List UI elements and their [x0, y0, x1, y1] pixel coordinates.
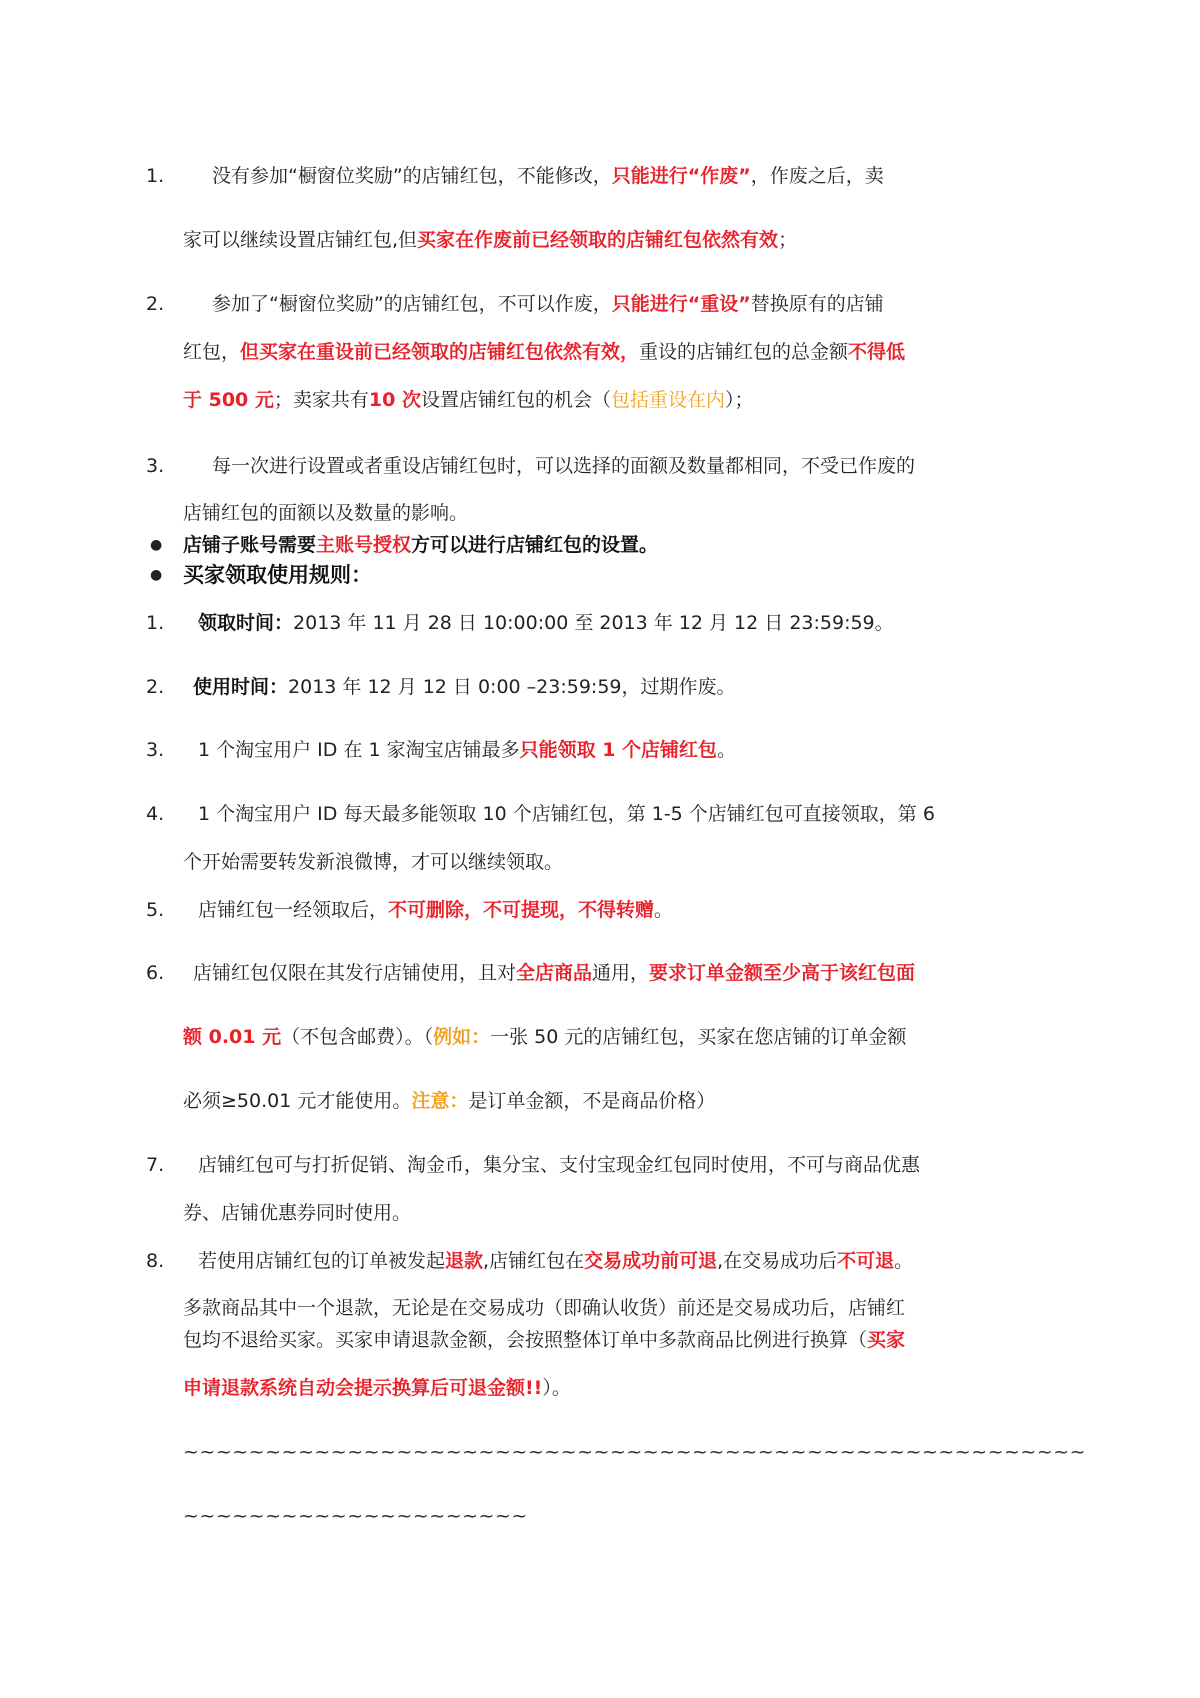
item-1-highlight: 只能进行“作废” — [611, 165, 751, 187]
item-2-number: 2. — [146, 293, 165, 315]
document-page: 1. 没有参加“橱窗位奖励”的店铺红包，不能修改，只能进行“作废”，作废之后，卖 家可以继续设置店铺红包,但买家在作废前已经领取的店铺红包依然有效； 2. 参加了“橱窗位奖励”的店铺红包，不可以作废，只能进行“重设”替换原有的店铺 红包，但买家在重设前已经领取的店铺红包依然有效，重设的店铺红包的总金额不得低 于 500 元；卖家共有10 次设置店铺红包的机会（包括重设在内）； 3. 每一次进行设置或者重设店铺红包时，可以选择的面额及数量都相同，不受已作废的 店铺红包的面额以及数量的影响。 ● 店铺子账号需要主账号授权方可以进行店铺红包的设置。 ● 买家领取使用规则： 1. 领取时间：2013 年 11 月 28 日 10:00:00 至 2013 年 12 月 12 日 23:59:59。 2. 使用时间：2013 年 12 月 12 日 0:00 –23:59:59，过期作废。 3. 1 个淘宝用户 ID 在 1 家淘宝店铺最多只能领取 1 个店铺红包。 4. 1 个淘宝用户 ID 每天最多能领取 10 个店铺红包，第 1-5 个店铺红包可直接领取，第 6 个开始需要转发新浪微博，才可以继续领取。 5. 店铺红包一经领取后，不可删除，不可提现，不得转赠。 6. 店铺红包仅限在其发行店铺使用，且对全店商品通用，要求订单金额至少高于该红包面 额 0.01 元（不包含邮费）。（例如：一张 50 元的店铺红包，买家在您店铺的订单金额 必须≥50.01 元才能使用。注意：是订单金额，不是商品价格） 7. 店铺红包可与打折促销、淘金币，集分宝、支付宝现金红包同时使用，不可与商品优惠 券、店铺优惠券同时使用。 8. 若使用店铺红包的订单被发起退款,店铺红包在交易成功前可退,在交易成功后不可退。 多款商品其中一个退款，无论是在交易成功（即确认收货）前还是交易成功后，店铺红 包均不退给买家。买家申请退款金额，会按照整体订单中多款商品比例进行换算（买家 申请退款系统自动会提示换算后可退金额!!）。 ~~~~~~~~~~~~~~~~~~~~~~~~~~~~~~~~~~~~~~~~~~~~~~~~~~~~~~~ ~~~~~~~~~~~~~~~~~~~~~ — [0, 0, 1200, 1698]
bullet-dot-icon: ● — [150, 537, 163, 553]
bullet-dot-icon: ● — [150, 567, 163, 583]
item-3-number: 3. — [146, 455, 165, 477]
section-heading: 买家领取使用规则： — [183, 563, 372, 587]
item-1-number: 1. — [146, 165, 165, 187]
item-1-text: 没有参加“橱窗位奖励”的店铺红包，不能修改， — [193, 165, 612, 187]
item-1-highlight-2: 买家在作废前已经领取的店铺红包依然有效 — [417, 229, 779, 251]
item-2-highlight: 只能进行“重设” — [611, 293, 751, 315]
